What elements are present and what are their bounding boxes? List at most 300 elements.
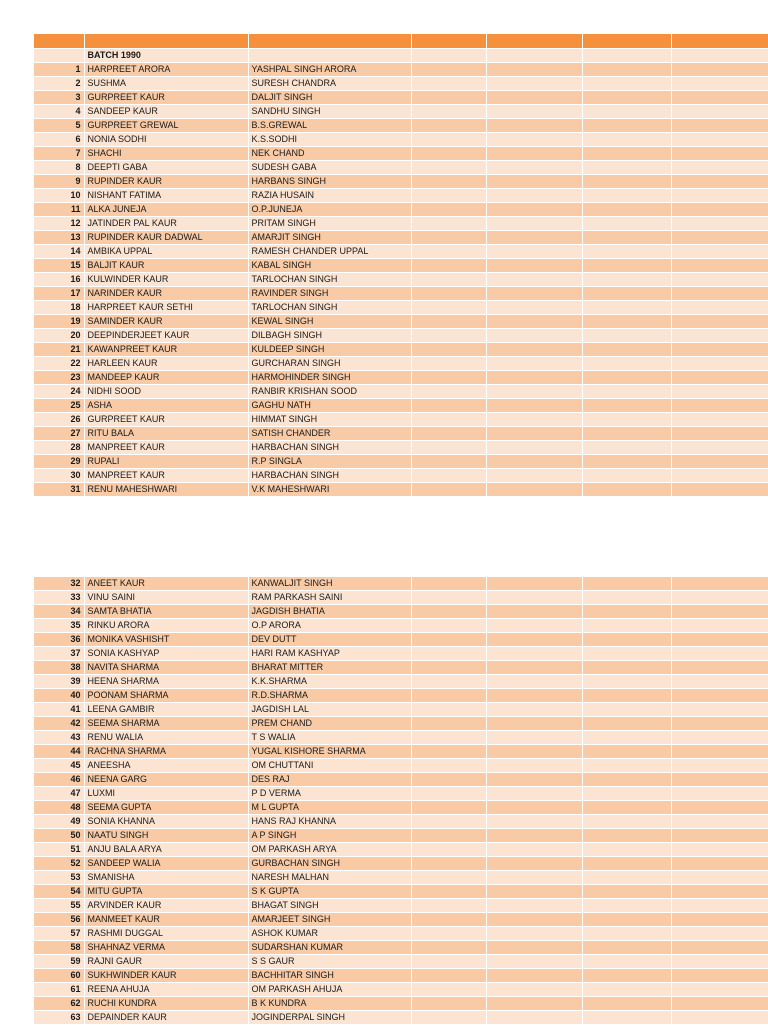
table-row: [34, 899, 768, 913]
empty-cell: [671, 272, 768, 286]
student-name: SAMINDER KAUR: [84, 314, 248, 328]
father-name: OM CHUTTANI: [248, 759, 411, 773]
student-name: ANEET KAUR: [84, 577, 248, 591]
row-number: 25: [34, 398, 84, 412]
empty-cell: [411, 468, 486, 482]
student-name: SONIA KHANNA: [84, 815, 248, 829]
empty-cell: [411, 160, 486, 174]
empty-cell: [671, 286, 768, 300]
empty-cell: [486, 118, 582, 132]
father-name: O.P.JUNEJA: [248, 202, 411, 216]
empty-cell: [411, 258, 486, 272]
empty-cell: [486, 745, 582, 759]
student-name: MONIKA VASHISHT: [84, 633, 248, 647]
row-number: 6: [34, 132, 84, 146]
row-number: 31: [34, 482, 84, 496]
empty-cell: [582, 829, 671, 843]
empty-cell: [411, 619, 486, 633]
empty-cell: [582, 356, 671, 370]
empty-cell: [671, 258, 768, 272]
student-name: RENU MAHESHWARI: [84, 482, 248, 496]
empty-cell: [486, 286, 582, 300]
empty-cell: [411, 370, 486, 384]
empty-cell: [582, 871, 671, 885]
father-name: SUDARSHAN KUMAR: [248, 941, 411, 955]
table-row: [34, 717, 768, 731]
father-name: A P SINGH: [248, 829, 411, 843]
empty-cell: [411, 815, 486, 829]
empty-cell: [671, 384, 768, 398]
empty-cell: [486, 815, 582, 829]
empty-cell: [671, 983, 768, 997]
empty-cell: [411, 118, 486, 132]
student-name: MITU GUPTA: [84, 885, 248, 899]
student-name: NAATU SINGH: [84, 829, 248, 843]
father-name: TARLOCHAN SINGH: [248, 300, 411, 314]
empty-cell: [671, 174, 768, 188]
table-row: [34, 885, 768, 899]
table-row: [34, 927, 768, 941]
empty-cell: [582, 426, 671, 440]
table-row: [34, 703, 768, 717]
empty-cell: [411, 801, 486, 815]
empty-cell: [411, 899, 486, 913]
student-name: NARINDER KAUR: [84, 286, 248, 300]
empty-cell: [582, 314, 671, 328]
father-name: JAGDISH BHATIA: [248, 605, 411, 619]
table-row: [34, 356, 768, 370]
empty-cell: [671, 787, 768, 801]
empty-cell: [486, 160, 582, 174]
table-row: [34, 983, 768, 997]
table-row: [34, 843, 768, 857]
student-name: ANEESHA: [84, 759, 248, 773]
empty-cell: [671, 997, 768, 1011]
student-name: KAWANPREET KAUR: [84, 342, 248, 356]
empty-cell: [671, 815, 768, 829]
father-name: DILBAGH SINGH: [248, 328, 411, 342]
student-name: HARPREET KAUR SETHI: [84, 300, 248, 314]
row-number: 48: [34, 801, 84, 815]
student-name: SHACHI: [84, 146, 248, 160]
empty-cell: [582, 440, 671, 454]
student-name: HARPREET ARORA: [84, 62, 248, 76]
empty-cell: [411, 759, 486, 773]
student-name: AMBIKA UPPAL: [84, 244, 248, 258]
father-name: OM PARKASH ARYA: [248, 843, 411, 857]
empty-cell: [411, 633, 486, 647]
student-name: NIDHI SOOD: [84, 384, 248, 398]
father-name: T S WALIA: [248, 731, 411, 745]
student-name: LEENA GAMBIR: [84, 703, 248, 717]
empty-cell: [671, 885, 768, 899]
student-name: SAMTA BHATIA: [84, 605, 248, 619]
empty-cell: [582, 454, 671, 468]
student-name: BALJIT KAUR: [84, 258, 248, 272]
student-name: SANDEEP WALIA: [84, 857, 248, 871]
student-name: POONAM SHARMA: [84, 689, 248, 703]
empty-cell: [486, 468, 582, 482]
row-number: 21: [34, 342, 84, 356]
empty-cell: [486, 647, 582, 661]
student-name: SUSHMA: [84, 76, 248, 90]
empty-cell: [486, 703, 582, 717]
empty-cell: [411, 731, 486, 745]
empty-cell: [411, 983, 486, 997]
student-name: RUPINDER KAUR: [84, 174, 248, 188]
batch-row: [34, 48, 768, 62]
row-number: 19: [34, 314, 84, 328]
empty-cell: [411, 454, 486, 468]
table-header-row: [34, 34, 768, 48]
empty-cell: [411, 871, 486, 885]
table-row: [34, 745, 768, 759]
empty-cell: [582, 773, 671, 787]
empty-cell: [411, 104, 486, 118]
row-number: 30: [34, 468, 84, 482]
empty-cell: [411, 384, 486, 398]
student-name: DEPAINDER KAUR: [84, 1011, 248, 1025]
empty-cell: [411, 941, 486, 955]
table-row: [34, 661, 768, 675]
table-row: [34, 605, 768, 619]
empty-cell: [671, 773, 768, 787]
row-number: 22: [34, 356, 84, 370]
table-row: [34, 230, 768, 244]
empty-cell: [582, 633, 671, 647]
empty-cell: [582, 647, 671, 661]
father-name: O.P ARORA: [248, 619, 411, 633]
empty-cell: [486, 899, 582, 913]
empty-cell: [671, 398, 768, 412]
empty-cell: [486, 857, 582, 871]
row-number: 53: [34, 871, 84, 885]
table-row: [34, 328, 768, 342]
student-name: VINU SAINI: [84, 591, 248, 605]
empty-cell: [411, 202, 486, 216]
table-row: [34, 633, 768, 647]
empty-cell: [671, 703, 768, 717]
empty-cell: [411, 440, 486, 454]
father-name: AMARJEET SINGH: [248, 913, 411, 927]
table-row: [34, 286, 768, 300]
student-name: ANJU BALA ARYA: [84, 843, 248, 857]
row-number: 29: [34, 454, 84, 468]
empty-cell: [411, 146, 486, 160]
empty-cell: [486, 412, 582, 426]
empty-cell: [411, 272, 486, 286]
empty-cell: [671, 468, 768, 482]
student-name: NONIA SODHI: [84, 132, 248, 146]
empty-cell: [486, 675, 582, 689]
father-name: RAM PARKASH SAINI: [248, 591, 411, 605]
empty-cell: [671, 829, 768, 843]
empty-cell: [582, 188, 671, 202]
empty-cell: [486, 342, 582, 356]
father-name: RAMESH CHANDER UPPAL: [248, 244, 411, 258]
father-name: R.D.SHARMA: [248, 689, 411, 703]
empty-cell: [411, 90, 486, 104]
table-row: [34, 913, 768, 927]
row-number: 2: [34, 76, 84, 90]
father-name: ASHOK KUMAR: [248, 927, 411, 941]
empty-cell: [486, 717, 582, 731]
empty-cell: [486, 90, 582, 104]
empty-cell: [671, 188, 768, 202]
empty-cell: [582, 717, 671, 731]
row-number: 35: [34, 619, 84, 633]
empty-cell: [671, 927, 768, 941]
empty-cell: [671, 104, 768, 118]
father-name: B.S.GREWAL: [248, 118, 411, 132]
empty-cell: [411, 997, 486, 1011]
empty-cell: [671, 118, 768, 132]
student-name: NEENA GARG: [84, 773, 248, 787]
table-row: [34, 118, 768, 132]
empty-cell: [486, 661, 582, 675]
student-name: RINKU ARORA: [84, 619, 248, 633]
row-number: 34: [34, 605, 84, 619]
row-number: 14: [34, 244, 84, 258]
empty-cell: [671, 356, 768, 370]
empty-cell: [486, 605, 582, 619]
student-name: HARLEEN KAUR: [84, 356, 248, 370]
empty-cell: [411, 62, 486, 76]
father-name: B K KUNDRA: [248, 997, 411, 1011]
father-name: KANWALJIT SINGH: [248, 577, 411, 591]
father-name: YUGAL KISHORE SHARMA: [248, 745, 411, 759]
empty-cell: [411, 314, 486, 328]
table-row: [34, 76, 768, 90]
empty-cell: [486, 384, 582, 398]
row-number: 3: [34, 90, 84, 104]
father-name: GAGHU NATH: [248, 398, 411, 412]
father-name: JAGDISH LAL: [248, 703, 411, 717]
father-name: S S GAUR: [248, 955, 411, 969]
empty-cell: [582, 230, 671, 244]
empty-cell: [582, 104, 671, 118]
father-name: S K GUPTA: [248, 885, 411, 899]
empty-cell: [582, 899, 671, 913]
empty-cell: [671, 412, 768, 426]
table-row: [34, 244, 768, 258]
table-row: [34, 160, 768, 174]
row-number: 40: [34, 689, 84, 703]
empty-cell: [411, 1011, 486, 1025]
student-name: RACHNA SHARMA: [84, 745, 248, 759]
row-number: 23: [34, 370, 84, 384]
table-row: [34, 801, 768, 815]
table-row: [34, 689, 768, 703]
row-number: 1: [34, 62, 84, 76]
father-name: RAZIA HUSAIN: [248, 188, 411, 202]
empty-cell: [411, 356, 486, 370]
father-name: GURCHARAN SINGH: [248, 356, 411, 370]
empty-cell: [582, 286, 671, 300]
table-row: [34, 941, 768, 955]
empty-cell: [582, 370, 671, 384]
empty-cell: [582, 384, 671, 398]
empty-cell: [582, 76, 671, 90]
empty-cell: [486, 787, 582, 801]
student-name: SHAHNAZ VERMA: [84, 941, 248, 955]
empty-cell: [486, 885, 582, 899]
empty-cell: [582, 941, 671, 955]
table-row: [34, 454, 768, 468]
empty-cell: [582, 843, 671, 857]
empty-cell: [486, 104, 582, 118]
empty-cell: [411, 591, 486, 605]
empty-cell: [671, 202, 768, 216]
empty-cell: [411, 703, 486, 717]
empty-cell: [671, 857, 768, 871]
row-number: 9: [34, 174, 84, 188]
empty-cell: [582, 787, 671, 801]
row-number: 38: [34, 661, 84, 675]
row-number: 47: [34, 787, 84, 801]
row-number: 46: [34, 773, 84, 787]
row-number: 44: [34, 745, 84, 759]
father-name: SUDESH GABA: [248, 160, 411, 174]
table-row: [34, 132, 768, 146]
student-name: SEEMA SHARMA: [84, 717, 248, 731]
empty-cell: [582, 969, 671, 983]
empty-cell: [671, 76, 768, 90]
table-row: [34, 577, 768, 591]
row-number: 41: [34, 703, 84, 717]
row-number: 63: [34, 1011, 84, 1025]
empty-cell: [671, 801, 768, 815]
empty-cell: [582, 160, 671, 174]
empty-cell: [486, 356, 582, 370]
empty-cell: [671, 605, 768, 619]
empty-cell: [582, 913, 671, 927]
table-row: [34, 482, 768, 496]
empty-cell: [411, 342, 486, 356]
empty-cell: [582, 703, 671, 717]
empty-cell: [411, 885, 486, 899]
empty-cell: [582, 300, 671, 314]
empty-cell: [486, 328, 582, 342]
empty-cell: [411, 717, 486, 731]
roster-table-block-1: [34, 34, 768, 497]
empty-cell: [411, 76, 486, 90]
student-name: DEEPTI GABA: [84, 160, 248, 174]
empty-cell: [411, 745, 486, 759]
table-row: [34, 731, 768, 745]
empty-cell: [411, 188, 486, 202]
table-row: [34, 188, 768, 202]
table-row: [34, 384, 768, 398]
empty-cell: [671, 591, 768, 605]
empty-cell: [582, 398, 671, 412]
empty-cell: [582, 885, 671, 899]
empty-cell: [411, 577, 486, 591]
table-row: [34, 90, 768, 104]
table-row: [34, 62, 768, 76]
row-number: 4: [34, 104, 84, 118]
father-name: HIMMAT SINGH: [248, 412, 411, 426]
table-row: [34, 216, 768, 230]
empty-cell: [582, 815, 671, 829]
table-row: [34, 258, 768, 272]
empty-cell: [582, 146, 671, 160]
table-row: [34, 647, 768, 661]
empty-cell: [486, 174, 582, 188]
empty-cell: [671, 871, 768, 885]
empty-cell: [486, 440, 582, 454]
empty-cell: [671, 300, 768, 314]
empty-cell: [671, 955, 768, 969]
empty-cell: [411, 843, 486, 857]
empty-cell: [486, 1011, 582, 1025]
student-name: MANDEEP KAUR: [84, 370, 248, 384]
empty-cell: [582, 591, 671, 605]
empty-cell: [671, 745, 768, 759]
empty-cell: [582, 577, 671, 591]
empty-cell: [411, 675, 486, 689]
empty-cell: [411, 927, 486, 941]
row-number: 28: [34, 440, 84, 454]
student-name: SMANISHA: [84, 871, 248, 885]
table-row: [34, 619, 768, 633]
father-name: DALJIT SINGH: [248, 90, 411, 104]
row-number: 32: [34, 577, 84, 591]
empty-cell: [486, 871, 582, 885]
empty-cell: [582, 955, 671, 969]
row-number: 45: [34, 759, 84, 773]
row-number: 42: [34, 717, 84, 731]
student-name: MANPREET KAUR: [84, 440, 248, 454]
empty-cell: [486, 941, 582, 955]
empty-cell: [671, 230, 768, 244]
empty-cell: [671, 370, 768, 384]
father-name: PREM CHAND: [248, 717, 411, 731]
row-number: 56: [34, 913, 84, 927]
empty-cell: [486, 300, 582, 314]
empty-cell: [411, 244, 486, 258]
row-number: 58: [34, 941, 84, 955]
empty-cell: [671, 759, 768, 773]
empty-cell: [486, 188, 582, 202]
table-row: [34, 997, 768, 1011]
empty-cell: [671, 342, 768, 356]
empty-cell: [671, 843, 768, 857]
empty-cell: [486, 398, 582, 412]
empty-cell: [486, 773, 582, 787]
row-number: 10: [34, 188, 84, 202]
father-name: HARBANS SINGH: [248, 174, 411, 188]
empty-cell: [486, 202, 582, 216]
father-name: SATISH CHANDER: [248, 426, 411, 440]
row-number: 36: [34, 633, 84, 647]
empty-cell: [582, 619, 671, 633]
student-name: JATINDER PAL KAUR: [84, 216, 248, 230]
empty-cell: [411, 216, 486, 230]
empty-cell: [411, 857, 486, 871]
row-number: 11: [34, 202, 84, 216]
father-name: SANDHU SINGH: [248, 104, 411, 118]
student-name: SEEMA GUPTA: [84, 801, 248, 815]
batch-label: BATCH 1990: [84, 48, 248, 62]
father-name: KABAL SINGH: [248, 258, 411, 272]
empty-cell: [582, 927, 671, 941]
table-row: [34, 412, 768, 426]
row-number: 20: [34, 328, 84, 342]
empty-cell: [486, 482, 582, 496]
empty-cell: [582, 468, 671, 482]
empty-cell: [486, 258, 582, 272]
